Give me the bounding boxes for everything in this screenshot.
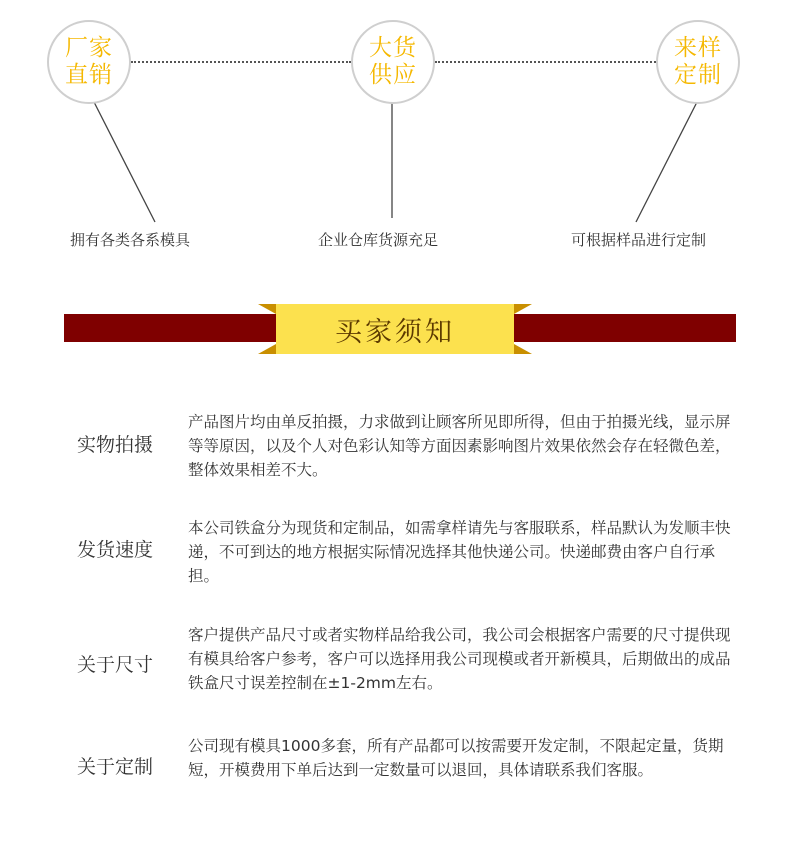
pointer-line-1	[94, 102, 155, 222]
notice-label-shipping: 发货速度	[76, 539, 153, 561]
notice-label-photography: 实物拍摄	[76, 434, 153, 456]
feature-caption-customize: 可根据样品进行定制	[571, 231, 707, 249]
banner-title: 买家须知	[276, 304, 514, 354]
circle-text-line1: 厂家	[65, 35, 113, 61]
feature-caption-molds: 拥有各类各系模具	[70, 231, 191, 249]
circle-bulk-supply	[351, 20, 435, 104]
notice-label-size: 关于尺寸	[76, 654, 153, 676]
notice-text-size: 客户提供产品尺寸或者实物样品给我公司，我公司会根据客户需要的尺寸提供现有模具给客户参考，客户可以选择用我公司现模或者开新模具，后期做出的成品铁盒尺寸误差控制在±1-2mm左右。	[188, 626, 731, 692]
feature-caption-warehouse: 企业仓库货源充足	[318, 231, 439, 249]
circle-text-line2: 供应	[369, 62, 417, 88]
banner-tip-left-top	[258, 304, 276, 314]
notice-text-photography: 产品图片均由单反拍摄，力求做到让顾客所见即所得，但由于拍摄光线，显示屏等等原因，以及个人对色彩认知等方面因素影响图片效果依然会存在轻微色差，整体效果相差不大。	[188, 413, 731, 479]
circle-factory-direct	[47, 20, 131, 104]
banner-tip-right-bottom	[514, 344, 532, 354]
circle-text-line1: 大货	[369, 35, 417, 61]
circle-text-line2: 定制	[674, 62, 722, 88]
pointer-line-3	[636, 102, 697, 222]
banner-tip-left-bottom	[258, 344, 276, 354]
circle-text-line2: 直销	[65, 62, 113, 88]
banner-tip-right-top	[514, 304, 532, 314]
circle-custom-sample	[656, 20, 740, 104]
notice-text-customization: 公司现有模具1000多套，所有产品都可以按需要开发定制，不限起定量，货期短，开模费用下单后达到一定数量可以退回，具体请联系我们客服。	[188, 737, 724, 779]
notice-label-customization: 关于定制	[76, 756, 153, 778]
circle-text-line1: 来样	[674, 35, 722, 61]
notice-text-shipping: 本公司铁盒分为现货和定制品，如需拿样请先与客服联系，样品默认为发顺丰快递，不可到达的地方根据实际情况选择其他快递公司。快递邮费由客户自行承担。	[188, 519, 731, 585]
